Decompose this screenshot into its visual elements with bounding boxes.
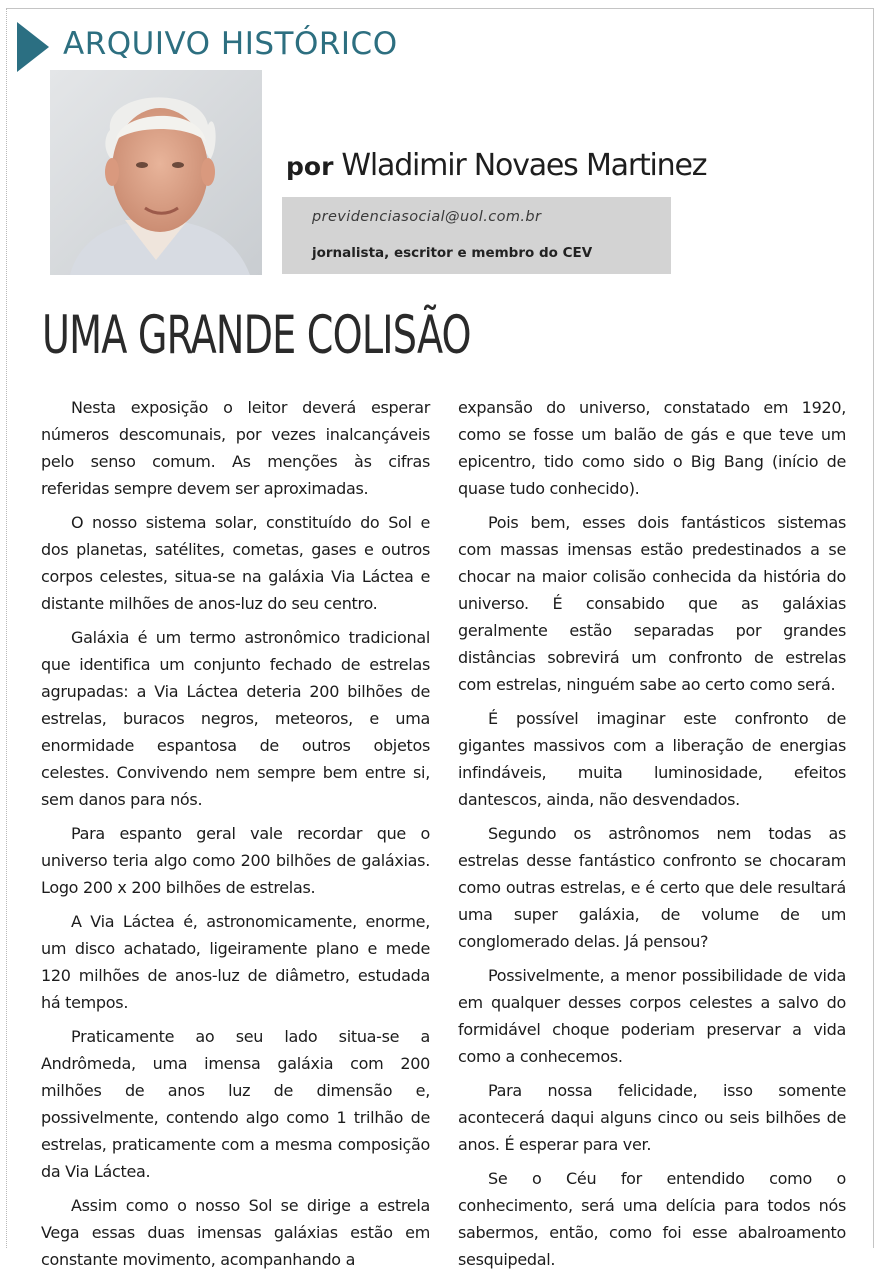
paragraph-continuation: expansão do universo, constatado em 1920, como se fosse um balão de gás e que teve um epicentro, tido como sido o Big Bang (início de quase tudo conhecido). bbox=[458, 398, 846, 498]
author-info-box bbox=[282, 197, 671, 274]
paragraph: Para nossa felicidade, isso somente acontecerá daqui alguns cinco ou seis bilhões de anos. É esperar para ver. bbox=[458, 1081, 846, 1154]
paragraph: Nesta exposição o leitor deverá esperar números descomunais, por vezes inalcançáveis pelo senso comum. As menções às cifras referidas sempre devem ser aproximadas. bbox=[41, 398, 430, 498]
paragraph: Se o Céu for entendido como o conhecimento, será uma delícia para todos nós sabermos, então, como foi esse abalroamento sesquipedal. bbox=[458, 1169, 846, 1269]
paragraph: O nosso sistema solar, constituído do Sol e dos planetas, satélites, cometas, gases e outros corpos celestes, situa-se na galáxia Via Láctea e distante milhões de anos-luz do seu centro. bbox=[41, 513, 430, 613]
article-column-left bbox=[41, 394, 430, 1280]
paragraph: Assim como o nosso Sol se dirige a estrela Vega essas duas imensas galáxias estão em constante movimento, acompanhando a bbox=[41, 1196, 430, 1269]
section-title: ARQUIVO HISTÓRICO bbox=[63, 26, 398, 62]
author-name: Wladimir Novaes Martinez bbox=[341, 148, 707, 183]
article-column-right bbox=[458, 394, 846, 1280]
article-headline: UMA GRANDE COLISÃO bbox=[42, 305, 471, 366]
byline bbox=[286, 148, 706, 183]
author-portrait-icon bbox=[50, 70, 262, 275]
author-photo bbox=[50, 70, 262, 275]
paragraph: Segundo os astrônomos nem todas as estrelas desse fantástico confronto se chocaram como outras estrelas, e é certo que dele resultará uma super galáxia, de volume de um conglomerado delas. Já pensou? bbox=[458, 824, 846, 951]
paragraph: Para espanto geral vale recordar que o universo teria algo como 200 bilhões de galáxias. Logo 200 x 200 bilhões de estrelas. bbox=[41, 824, 430, 897]
paragraph: Galáxia é um termo astronômico tradicional que identifica um conjunto fechado de estrelas agrupadas: a Via Láctea deteria 200 bilhões de estrelas, buracos negros, meteoros, e uma enormidade espantosa de outros objetos celestes. Convivendo nem sempre bem entre si, sem danos para nós. bbox=[41, 628, 430, 809]
paragraph: Pois bem, esses dois fantásticos sistemas com massas imensas estão predestinados a se chocar na maior colisão conhecida da história do universo. É consabido que as galáxias geralmente estão separadas por grandes distâncias sobrevirá um confronto de estrelas com estrelas, ninguém sabe ao certo como será. bbox=[458, 513, 846, 694]
author-role: jornalista, escritor e membro do CEV bbox=[312, 245, 593, 261]
paragraph: Praticamente ao seu lado situa-se a Andrômeda, uma imensa galáxia com 200 milhões de anos luz de dimensão e, possivelmente, contendo algo como 1 trilhão de estrelas, praticamente com a mesma composição da Via Láctea. bbox=[41, 1027, 430, 1181]
author-email[interactable]: previdenciasocial@uol.com.br bbox=[312, 209, 542, 225]
paragraph: É possível imaginar este confronto de gigantes massivos com a liberação de energias infindáveis, muita luminosidade, efeitos dantescos, ainda, não desvendados. bbox=[458, 709, 846, 809]
section-arrow-icon bbox=[17, 22, 49, 72]
paragraph: Possivelmente, a menor possibilidade de vida em qualquer desses corpos celestes a salvo do formidável choque poderiam preservar a vida como a conhecemos. bbox=[458, 966, 846, 1066]
byline-prefix: por bbox=[286, 152, 334, 181]
paragraph: A Via Láctea é, astronomicamente, enorme, um disco achatado, ligeiramente plano e mede 120 milhões de anos-luz de diâmetro, estudada há tempos. bbox=[41, 912, 430, 1012]
